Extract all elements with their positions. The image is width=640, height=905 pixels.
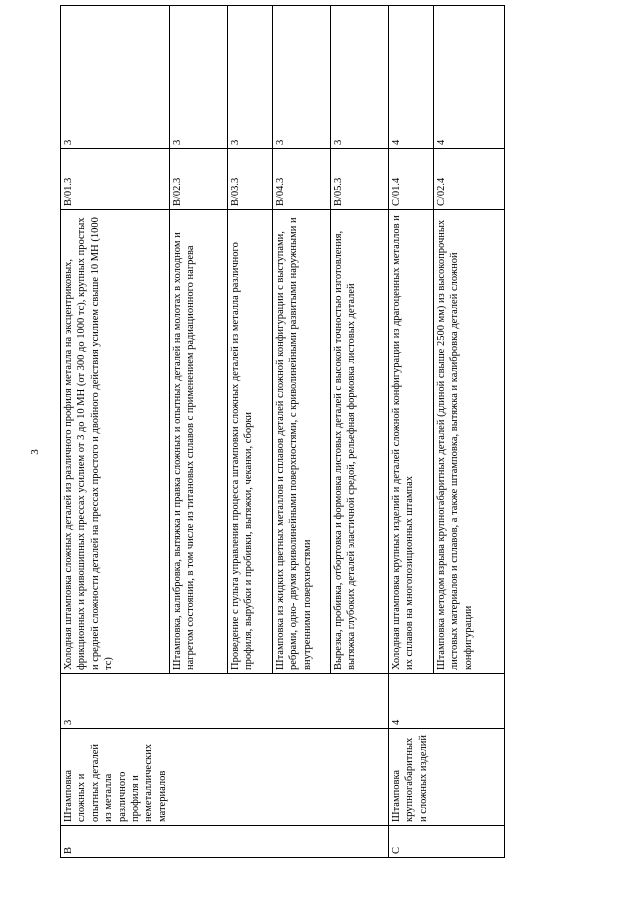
function-code: B/03.3 (228, 149, 273, 210)
group-level: 4 (389, 674, 505, 729)
function-name: Штамповка из жидких цветных металлов и сплавов деталей сложной конфигурации с выступами, ребрами, одно- двумя криволинейными поверхностями, с криволинейными развитыми наружными и внутренними поверхностями (273, 210, 331, 674)
function-name: Штамповка, калибровка, вытяжка и правка сложных и опытных деталей на молотах в холодном и нагретом состоянии, в том числе из титановых сплавов с применением радиационного нагрева (170, 210, 228, 674)
function-code: C/01.4 (389, 149, 434, 210)
group-code: C (389, 826, 505, 858)
group-level: 3 (61, 674, 389, 729)
table-row (61, 6, 170, 858)
function-level: 4 (389, 6, 434, 149)
function-code: B/02.3 (170, 149, 228, 210)
function-name: Холодная штамповка крупных изделий и деталей сложной конфигурации из драгоценных металлов и их сплавов на многопозиционных штампах (389, 210, 434, 674)
function-name: Штамповка методом взрыва крупногабаритных деталей (длиной свыше 2500 мм) из высокопрочных листовых материалов и сплавов, а также штамповка, вытяжка и калибровка деталей сложной конфигурации (434, 210, 505, 674)
function-level: 3 (170, 6, 228, 149)
function-code: C/02.4 (434, 149, 505, 210)
function-code: B/01.3 (61, 149, 170, 210)
function-code: B/05.3 (331, 149, 389, 210)
group-code: B (61, 826, 389, 858)
function-name: Проведение с пульта управления процесса штамповки сложных деталей из металла различного профиля, вырубки и пробивки, вытяжки, чеканки, сборки (228, 210, 273, 674)
function-level: 3 (331, 6, 389, 149)
function-name: Холодная штамповка сложных деталей из различного профиля металла на эксцентриковых, фрикционных и кривошипных прессах усилием от 3 до 10 МН (от 300 до 1000 тс), крупных простых и средней сложности деталей на прессах простого и двойного действия усилием свыше 10 МН (1000 тс) (61, 210, 170, 674)
function-level: 3 (61, 6, 170, 149)
group-name: Штамповка сложных и опытных деталей из металла различного профиля и неметаллических материалов (61, 729, 389, 826)
function-name: Вырезка, пробивка, отбортовка и формовка листовых деталей с высокой точностью изготовления, вытяжка глубоких деталей эластичной средой, рельефная формовка листовых деталей (331, 210, 389, 674)
function-level: 3 (273, 6, 331, 149)
function-level: 3 (228, 6, 273, 149)
function-level: 4 (434, 6, 505, 149)
functions-table (60, 5, 505, 858)
document-sheet (60, 48, 620, 858)
page-number: 3 (28, 449, 41, 455)
function-code: B/04.3 (273, 149, 331, 210)
group-name: Штамповка крупногабаритных и сложных изделий (389, 729, 505, 826)
table-row (389, 6, 434, 858)
